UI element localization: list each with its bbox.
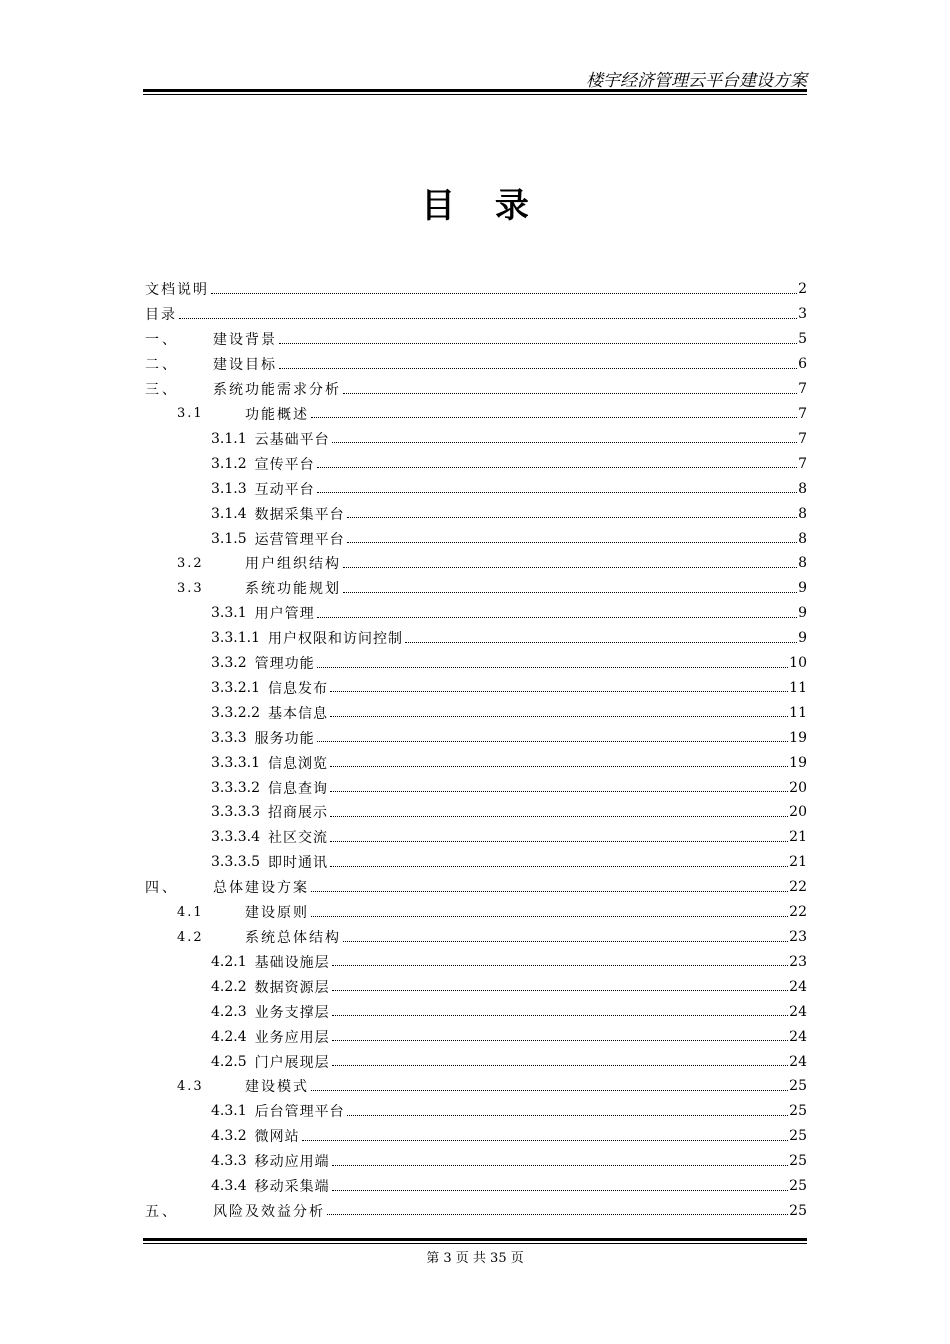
toc-entry-number: 3.3.2 (211, 655, 247, 672)
toc-entry-page: 25 (789, 1128, 807, 1145)
toc-leader-dots (311, 891, 788, 892)
toc-entry[interactable] (145, 277, 807, 302)
toc-entry[interactable] (145, 775, 807, 800)
toc-entry-page: 20 (789, 779, 807, 796)
toc-entry-number: 3.3.3.4 (211, 829, 260, 846)
toc-entry[interactable] (145, 725, 807, 750)
toc-entry-title: 风险及效益分析 (213, 1203, 325, 1220)
toc-entry-number: 3.3.3.5 (211, 854, 260, 871)
toc-entry-page: 8 (798, 480, 807, 497)
toc-entry-page: 24 (789, 1028, 807, 1045)
toc-entry[interactable] (145, 651, 807, 676)
toc-entry-title: 信息发布 (267, 680, 328, 697)
toc-leader-dots (332, 1190, 789, 1191)
toc-entry[interactable] (145, 451, 807, 476)
toc-entry-page: 25 (789, 1078, 807, 1095)
toc-entry-title: 总体建设方案 (213, 880, 309, 897)
toc-leader-dots (317, 492, 797, 493)
toc-entry-page: 24 (789, 978, 807, 995)
footer-rule (143, 1238, 807, 1244)
toc-entry[interactable] (145, 750, 807, 775)
toc-entry-title: 系统功能规划 (245, 581, 341, 598)
toc-entry-page: 25 (789, 1202, 807, 1219)
toc-leader-dots (332, 965, 789, 966)
toc-entry-page: 25 (789, 1178, 807, 1195)
toc-entry-title: 服务功能 (254, 730, 315, 747)
toc-entry-title: 移动应用端 (254, 1154, 330, 1171)
toc-leader-dots (279, 368, 797, 369)
toc-leader-dots (347, 1115, 789, 1116)
toc-entry[interactable] (145, 377, 807, 402)
toc-entry-title: 系统总体结构 (245, 930, 341, 947)
toc-entry-page: 5 (798, 331, 807, 348)
toc-entry-title: 功能概述 (245, 406, 309, 423)
toc-leader-dots (347, 517, 797, 518)
toc-entry-page: 7 (798, 381, 807, 398)
toc-entry[interactable] (145, 1199, 807, 1224)
toc-entry-page: 6 (798, 356, 807, 373)
toc-entry-page: 8 (798, 530, 807, 547)
toc-entry-title: 系统功能需求分析 (213, 382, 341, 399)
toc-entry-page: 8 (798, 555, 807, 572)
toc-leader-dots (179, 318, 797, 319)
toc-leader-dots (311, 417, 797, 418)
toc-entry-number: 3.3.2.2 (211, 704, 260, 721)
toc-entry-number: 4.1 (177, 904, 204, 920)
toc-leader-dots (332, 1040, 789, 1041)
toc-entry[interactable] (145, 551, 807, 576)
toc-entry-title: 基础设施层 (254, 954, 330, 971)
toc-entry-number: 3.2 (177, 555, 204, 571)
toc-entry-number: 3.1.4 (211, 505, 247, 522)
toc-entry-number: 五、 (145, 1203, 179, 1220)
toc-entry[interactable] (145, 1099, 807, 1124)
toc-leader-dots (332, 1165, 789, 1166)
toc-leader-dots (330, 691, 788, 692)
toc-entry-title: 招商展示 (267, 805, 328, 822)
toc-entry-page: 20 (789, 804, 807, 821)
toc-entry-page: 21 (789, 854, 807, 871)
toc-leader-dots (317, 741, 789, 742)
toc-entry[interactable] (145, 1124, 807, 1149)
toc-entry-title: 建设模式 (245, 1079, 309, 1096)
toc-leader-dots (347, 542, 797, 543)
toc-entry-number: 3.3.3.1 (211, 754, 260, 771)
toc-entry-page: 9 (798, 605, 807, 622)
toc-leader-dots (330, 716, 788, 717)
toc-entry-number: 3.1.2 (211, 455, 247, 472)
toc-entry-number: 四、 (145, 880, 179, 897)
toc-leader-dots (343, 941, 788, 942)
toc-leader-dots (332, 990, 789, 991)
toc-entry[interactable] (145, 426, 807, 451)
toc-leader-dots (330, 866, 788, 867)
toc-entry-title: 业务支撑层 (254, 1004, 330, 1021)
toc-leader-dots (317, 617, 797, 618)
toc-entry[interactable] (145, 352, 807, 377)
toc-leader-dots (311, 916, 788, 917)
table-of-contents (145, 277, 807, 1223)
header-rule (143, 89, 807, 95)
header-title: 楼宇经济管理云平台建设方案 (586, 71, 807, 91)
toc-leader-dots (311, 1090, 788, 1091)
toc-entry-title: 管理功能 (254, 656, 315, 673)
toc-entry-number: 4.2.5 (211, 1053, 247, 1070)
toc-entry-title: 移动采集端 (254, 1179, 330, 1196)
toc-entry[interactable] (145, 850, 807, 875)
toc-entry[interactable] (145, 1074, 807, 1099)
toc-leader-dots (317, 467, 797, 468)
toc-entry[interactable] (145, 501, 807, 526)
toc-leader-dots (317, 667, 789, 668)
toc-entry[interactable] (145, 999, 807, 1024)
toc-entry-page: 3 (798, 306, 807, 323)
toc-entry-number: 3.3.3 (211, 729, 247, 746)
toc-entry[interactable] (145, 676, 807, 701)
toc-entry-title: 微网站 (254, 1129, 300, 1146)
toc-entry-page: 10 (789, 655, 807, 672)
toc-entry-title: 运营管理平台 (254, 531, 345, 548)
toc-entry-title: 数据资源层 (254, 979, 330, 996)
toc-leader-dots (327, 1214, 788, 1215)
toc-entry-page: 25 (789, 1103, 807, 1120)
toc-title: 目 录 (421, 186, 543, 226)
toc-entry-title: 用户管理 (254, 606, 315, 623)
toc-entry[interactable] (145, 1049, 807, 1074)
toc-entry-number: 3.1 (177, 406, 204, 422)
toc-entry[interactable] (145, 925, 807, 950)
toc-entry-number: 三、 (145, 382, 179, 399)
toc-entry-number: 4.3.4 (211, 1178, 247, 1195)
toc-entry-title: 信息浏览 (267, 755, 328, 772)
toc-entry-page: 2 (798, 281, 807, 298)
toc-leader-dots (302, 1140, 789, 1141)
toc-entry-title: 基本信息 (267, 705, 328, 722)
toc-leader-dots (343, 393, 797, 394)
toc-entry-page: 11 (789, 679, 807, 696)
toc-entry-number: 3.1.1 (211, 430, 247, 447)
toc-entry-title: 后台管理平台 (254, 1104, 345, 1121)
toc-leader-dots (343, 567, 797, 568)
toc-entry-page: 23 (789, 929, 807, 946)
toc-entry-title: 社区交流 (267, 830, 328, 847)
toc-entry-title: 建设目标 (213, 357, 277, 374)
toc-entry-page: 21 (789, 829, 807, 846)
toc-entry-number: 4.2.4 (211, 1028, 247, 1045)
toc-entry-page: 7 (798, 455, 807, 472)
toc-leader-dots (343, 592, 797, 593)
toc-entry-page: 22 (789, 879, 807, 896)
toc-entry-page: 19 (789, 754, 807, 771)
toc-entry-number: 3.3.1.1 (211, 630, 260, 647)
toc-leader-dots (332, 1065, 789, 1066)
toc-entry-page: 24 (789, 1053, 807, 1070)
toc-entry[interactable] (145, 1149, 807, 1174)
toc-entry[interactable] (145, 949, 807, 974)
toc-entry-page: 11 (789, 704, 807, 721)
toc-entry-number: 二、 (145, 357, 179, 374)
toc-entry-page: 22 (789, 904, 807, 921)
toc-entry[interactable] (145, 626, 807, 651)
toc-entry-page: 7 (798, 405, 807, 422)
toc-entry-page: 25 (789, 1153, 807, 1170)
toc-entry-title: 宣传平台 (254, 456, 315, 473)
toc-entry-title: 云基础平台 (254, 431, 330, 448)
toc-entry-number: 4.2.2 (211, 978, 247, 995)
toc-entry-number: 4.2.3 (211, 1003, 247, 1020)
toc-leader-dots (330, 766, 788, 767)
toc-entry[interactable] (145, 875, 807, 900)
toc-entry-number: 4.3.1 (211, 1103, 247, 1120)
toc-entry[interactable] (145, 1174, 807, 1199)
toc-leader-dots (405, 642, 797, 643)
toc-entry-title: 门户展现层 (254, 1054, 330, 1071)
toc-entry-title: 数据采集平台 (254, 506, 345, 523)
toc-entry-title: 即时通讯 (267, 855, 328, 872)
toc-entry[interactable] (145, 476, 807, 501)
toc-entry-number: 4.2.1 (211, 953, 247, 970)
toc-leader-dots (279, 343, 797, 344)
toc-entry-page: 8 (798, 505, 807, 522)
toc-entry-page: 9 (798, 630, 807, 647)
toc-leader-dots (330, 791, 788, 792)
toc-entry-number: 4.3.2 (211, 1128, 247, 1145)
toc-leader-dots (332, 442, 797, 443)
page-number: 第 3 页 共 35 页 (426, 1251, 524, 1266)
toc-entry[interactable] (145, 974, 807, 999)
toc-entry-title: 文档说明 (145, 282, 209, 299)
toc-entry-page: 9 (798, 580, 807, 597)
toc-entry[interactable] (145, 302, 807, 327)
toc-entry-title: 业务应用层 (254, 1029, 330, 1046)
toc-entry-page: 23 (789, 953, 807, 970)
toc-entry[interactable] (145, 800, 807, 825)
toc-entry-page: 19 (789, 729, 807, 746)
toc-entry[interactable] (145, 576, 807, 601)
toc-entry[interactable] (145, 825, 807, 850)
toc-entry-title: 建设原则 (245, 905, 309, 922)
toc-entry-number: 3.3 (177, 580, 204, 596)
toc-entry[interactable] (145, 900, 807, 925)
toc-entry-number: 3.3.2.1 (211, 679, 260, 696)
toc-entry-title: 目录 (145, 307, 177, 324)
toc-entry[interactable] (145, 402, 807, 427)
toc-entry-number: 4.2 (177, 929, 204, 945)
toc-leader-dots (211, 293, 797, 294)
toc-entry[interactable] (145, 700, 807, 725)
toc-entry-number: 一、 (145, 332, 179, 349)
toc-entry-title: 建设背景 (213, 332, 277, 349)
toc-leader-dots (332, 1015, 789, 1016)
toc-entry-title: 用户组织结构 (245, 556, 341, 573)
toc-entry[interactable] (145, 1024, 807, 1049)
toc-leader-dots (330, 816, 788, 817)
toc-entry-title: 互动平台 (254, 481, 315, 498)
toc-entry-title: 用户权限和访问控制 (267, 631, 403, 648)
toc-entry-number: 3.3.3.3 (211, 804, 260, 821)
toc-entry-number: 4.3.3 (211, 1153, 247, 1170)
toc-entry-number: 3.1.3 (211, 480, 247, 497)
toc-entry-number: 3.3.3.2 (211, 779, 260, 796)
toc-entry-title: 信息查询 (267, 780, 328, 797)
toc-entry[interactable] (145, 601, 807, 626)
toc-entry-number: 3.1.5 (211, 530, 247, 547)
toc-entry[interactable] (145, 526, 807, 551)
toc-entry-number: 4.3 (177, 1078, 204, 1094)
toc-entry-page: 7 (798, 430, 807, 447)
toc-leader-dots (330, 841, 788, 842)
toc-entry-page: 24 (789, 1003, 807, 1020)
toc-entry-number: 3.3.1 (211, 605, 247, 622)
toc-entry[interactable] (145, 327, 807, 352)
